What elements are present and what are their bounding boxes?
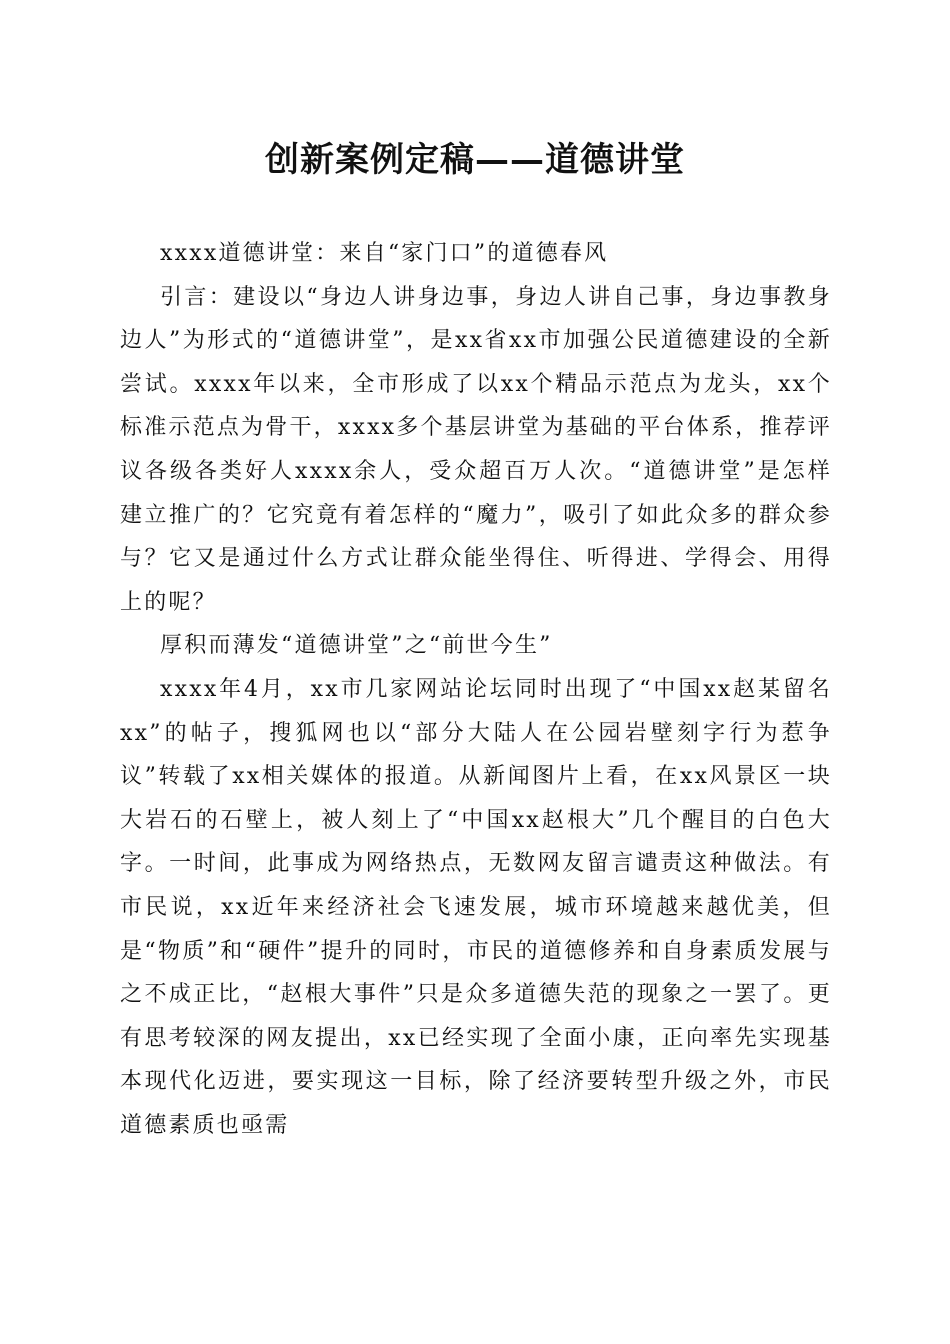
paragraph-subtitle: xxxx道德讲堂：来自“家门口”的道德春风	[160, 241, 609, 266]
paragraph-introduction: 引言：建设以“身边人讲身边事，身边人讲自己事，身边事教身边人”为形式的“道德讲堂”，是xx省xx市加强公民道德建设的全新尝试。xxxx年以来，全市形成了以xx个精品示范点为龙头，xx个标准示范点为骨干，xxxx多个基层讲堂为基础的平台体系，推荐评议各级各类好人xxxx余人，受众超百万人次。“道德讲堂”是怎样建立推广的？它究竟有着怎样的“魔力”，吸引了如此众多的群众参与？它又是通过什么方式让群众能坐得住、听得进、学得会、用得上的呢？	[120, 284, 832, 615]
document-title: 创新案例定稿——道德讲堂	[265, 140, 685, 180]
paragraph-section-heading: 厚积而薄发“道德讲堂”之“前世今生”	[160, 633, 553, 659]
document-body	[120, 232, 832, 1147]
paragraph-body: xxxx年4月，xx市几家网站论坛同时出现了“中国xx赵某留名xx”的帖子，搜狐网也以“部分大陆人在公园岩壁刻字行为惹争议”转载了xx相关媒体的报道。从新闻图片上看，在xx风景区一块大岩石的石壁上，被人刻上了“中国xx赵根大”几个醒目的白色大字。一时间，此事成为网络热点，无数网友留言谴责这种做法。有市民说，xx近年来经济社会飞速发展，城市环境越来越优美，但是“物质”和“硬件”提升的同时，市民的道德修养和自身素质发展与之不成正比，“赵根大事件”只是众多道德失范的现象之一罢了。更有思考较深的网友提出，xx已经实现了全面小康，正向率先实现基本现代化迈进，要实现这一目标，除了经济要转型升级之外，市民道德素质也亟需	[120, 676, 832, 1138]
